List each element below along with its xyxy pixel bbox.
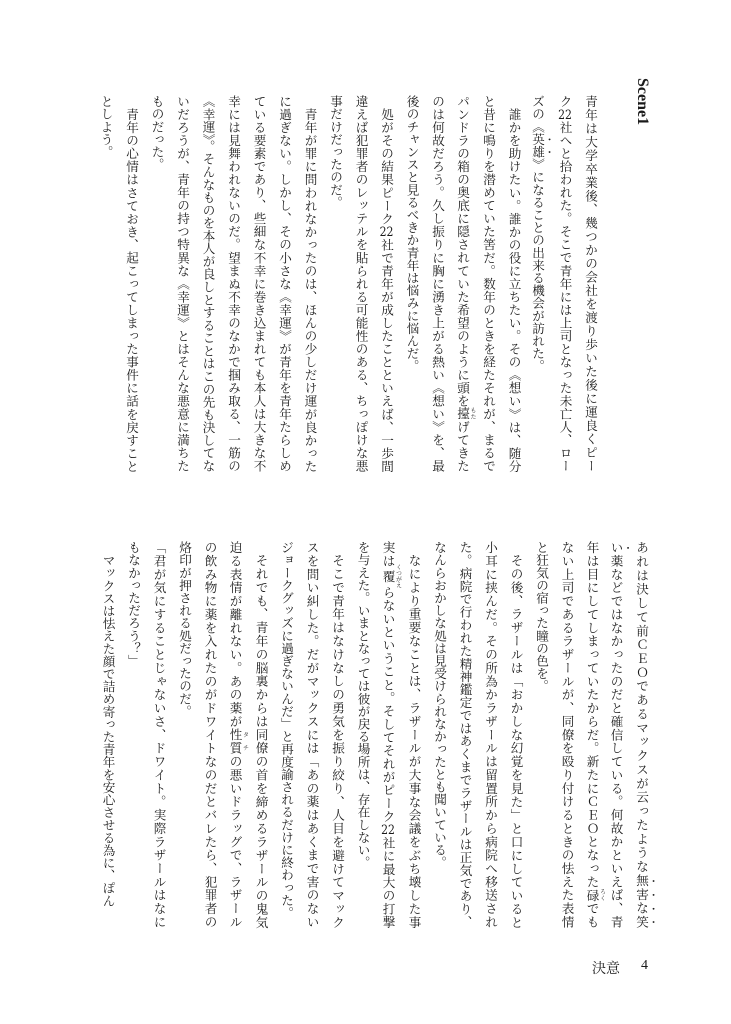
text-column — [274, 541, 300, 928]
text-column — [452, 541, 478, 928]
line-text: 処がその結果ピーク — [379, 107, 394, 225]
line-text: 青年は大学卒業後、幾つかの会社を渡り歩いた後に運良くピー — [583, 95, 598, 472]
text-column — [121, 541, 147, 928]
text-column — [248, 541, 274, 928]
line-text: 事だけだったのだ。 — [328, 95, 343, 209]
line-text: ズの《 — [530, 95, 545, 133]
text-column — [527, 95, 553, 472]
ruby-base: 性質 — [227, 728, 243, 755]
top-text-block — [93, 95, 603, 472]
line-text: としよう。 — [98, 95, 114, 158]
text-column — [578, 95, 604, 472]
ruby-text: ろく — [598, 888, 606, 902]
line-text: なにより重要なことは、ラザールが大事な会議をぶち壊した事 — [406, 553, 422, 928]
line-text: でも — [584, 902, 600, 928]
line-text: ジョークグッズに過ぎないんだ」と再度諭されるだけに終わった。 — [279, 541, 294, 919]
text-column — [374, 95, 400, 472]
line-text: ている要素であり、些細な不幸に巻き込まれても本人は大きな不 — [251, 95, 267, 472]
line-text: 烙印が押される処だったのだ。 — [177, 541, 192, 718]
ruby-annotation — [227, 728, 249, 755]
ruby-base: 碌 — [584, 888, 600, 903]
text-column — [580, 541, 606, 928]
line-text: の飲み物に薬を入れたのがドワイトなのだとバレたら、犯罪者の — [202, 541, 218, 928]
text-column — [93, 95, 119, 472]
tate-chu-yoko-number: 22 — [381, 823, 395, 836]
line-text: 後のチャンスと見るべきか青年は悩みに悩んだ。 — [404, 95, 420, 373]
text-column — [503, 541, 529, 928]
text-column — [350, 541, 376, 928]
line-text: その後、ラザールは「おかしな幻覚を見た」と口にしていると — [508, 553, 524, 928]
text-column — [605, 541, 631, 928]
line-text: それでも、青年の脳裏からは同僚の首を締めるラザールの鬼気 — [253, 553, 269, 928]
scene-heading: Scene1 — [634, 78, 651, 126]
text-column — [223, 541, 249, 928]
line-text: 年は目にしてしまっていたからだ。新たにＣＥＯとなった — [584, 541, 600, 889]
line-text: ものだった。 — [149, 95, 165, 171]
line-text: ク — [557, 95, 573, 109]
text-column — [272, 95, 298, 472]
text-column — [501, 95, 527, 472]
line-text: の悪いドラッグで、ラザール — [227, 754, 243, 929]
ruby-text: もた — [469, 407, 476, 420]
line-text: げてきた — [455, 420, 470, 472]
text-column — [554, 541, 580, 928]
line-text: 社に最大の打撃 — [380, 836, 396, 928]
text-column — [297, 95, 323, 472]
line-text: 幸には見舞われないのだ。望まぬ不幸のなかで掴み取る、一筋の — [226, 95, 241, 472]
line-text: のは何故だろう。久し振りに胸に湧き上がる熱い《想い》を、最 — [430, 95, 445, 472]
bottom-text-block — [95, 541, 656, 928]
text-column — [631, 541, 657, 928]
text-column — [399, 95, 425, 472]
line-text: もなかっただろう？」 — [126, 541, 141, 667]
line-text: そこで青年はなけなしの勇気を振り絞り、人目を避けてマック — [330, 553, 345, 928]
line-text: 》になることの出来る機会が訪れた。 — [530, 158, 545, 373]
line-text: いだろうが、青年の持つ特異な《幸運》とはそんな悪意に満ちた — [175, 95, 190, 472]
text-column — [529, 541, 555, 928]
line-text: 薬などではなかったのだと確信している。何故かといえば、青 — [608, 554, 624, 928]
text-column — [146, 541, 172, 928]
line-text: 青年が罪に問われなかったのは、ほんの少しだけ運が良かった — [302, 107, 318, 472]
ruby-text: タチ — [241, 728, 249, 755]
emphasis-text: い — [608, 541, 624, 555]
line-text: 誰かを助けたい。誰かの役に立ちたい。その《想い》は、随分 — [506, 107, 522, 472]
text-column — [552, 95, 578, 472]
text-column — [172, 541, 198, 928]
line-text: 迫る表情が離れない。あの薬が — [227, 541, 243, 729]
text-column — [323, 95, 349, 472]
line-text: 社で青年が成したことといえば、一歩間 — [379, 237, 394, 472]
emphasis-text: 英雄 — [530, 132, 545, 159]
line-text: ない上司であるラザールが、同僚を殴り付けるときの怯えた表情 — [559, 541, 575, 928]
line-text: 小耳に挟んだ。その所為かラザールは留置所から病院へ移送され — [483, 541, 498, 928]
line-text: あれは決して前ＣＥＯであるマックスが云ったような — [634, 541, 649, 874]
line-text: マックスは怯えた顔で詰め寄った青年を安心させる為に、ぽん — [100, 553, 116, 907]
emphasis-text: 無害な笑 — [634, 873, 649, 928]
text-column — [197, 541, 223, 928]
line-text: 《幸運》。そんなものを本人が良しとすることはこの先も決してな — [200, 95, 216, 472]
text-column — [476, 95, 502, 472]
line-text: た。病院で行われた精神鑑定ではあくまでラザールは正気であり、 — [457, 541, 473, 928]
line-text: 青年の心情はさておき、起こってしまった事件に話を戻すこと — [124, 107, 139, 472]
line-text: なんらおかしな処は見受けられなかったとも聞いている。 — [432, 541, 447, 869]
ruby-annotation — [380, 564, 402, 589]
line-text: パンドラの箱の奥底に隠されていた希望のように頭を — [455, 95, 470, 408]
text-column — [246, 95, 272, 472]
line-text: と狂気の宿った瞳の色を。 — [534, 541, 549, 693]
text-column — [299, 541, 325, 928]
line-text: を与えた。いまとなっては彼が戻る場所は、存在しない。 — [355, 541, 371, 869]
ruby-base: 覆 — [380, 564, 396, 589]
text-column — [195, 95, 221, 472]
line-text: に過ぎない。しかし、その小さな《幸運》が青年を青年たらしめ — [277, 95, 292, 472]
text-column — [425, 95, 451, 472]
line-text: と昔に鳴りを潜めていた筈だ。数年のときを経たそれが、まるで — [481, 95, 496, 472]
ruby-base: 擡 — [455, 407, 470, 421]
tate-chu-yoko-number: 22 — [558, 108, 572, 121]
line-text: 実は — [380, 541, 396, 568]
line-text: スを問い糾した。だがマックスには「あの薬はあくまで害のない — [304, 541, 320, 928]
line-text: 「君が気にすることじゃないさ、ドワイト。実際ラザールはなに — [151, 541, 167, 928]
text-column — [221, 95, 247, 472]
text-column — [427, 541, 453, 928]
ruby-annotation — [455, 407, 476, 421]
ruby-text: くつがえ — [394, 564, 402, 589]
text-column — [144, 95, 170, 472]
tate-chu-yoko-number: 22 — [379, 224, 394, 238]
text-column — [376, 541, 402, 928]
line-text: 社へと拾われた。そこで青年には上司となった未亡人、ロー — [557, 121, 573, 472]
text-column — [450, 95, 476, 472]
text-column — [170, 95, 196, 472]
text-column — [401, 541, 427, 928]
ruby-annotation — [584, 888, 606, 903]
line-text: らないということ。そしてそれがピーク — [380, 585, 396, 824]
line-text: 違えば犯罪者のレッテルを貼られる可能性のある、ちっぽけな悪 — [353, 95, 369, 472]
text-column — [325, 541, 351, 928]
running-title: 決意 — [592, 961, 620, 977]
page-number: 4 — [641, 958, 648, 973]
text-column — [478, 541, 504, 928]
text-column — [119, 95, 145, 472]
text-column — [348, 95, 374, 472]
text-column — [95, 541, 121, 928]
